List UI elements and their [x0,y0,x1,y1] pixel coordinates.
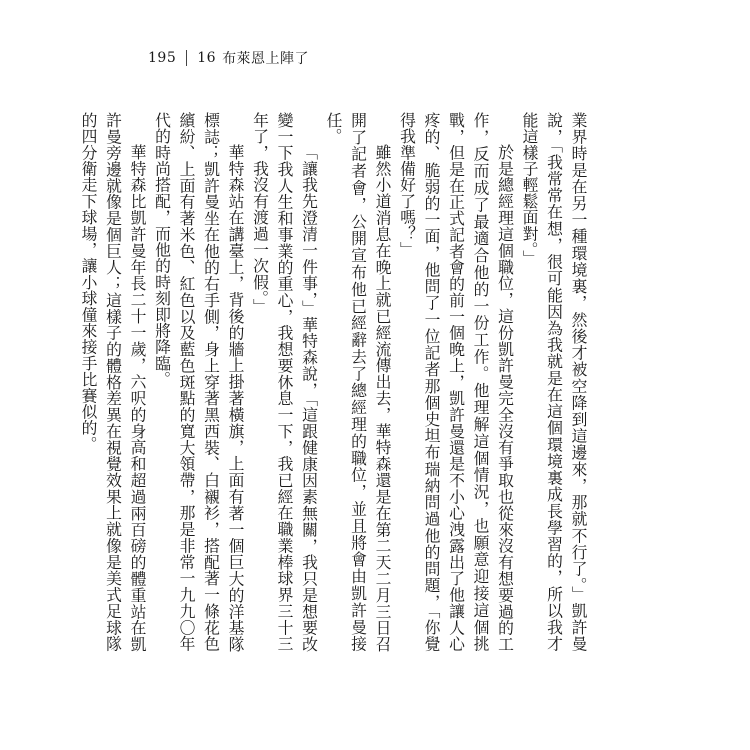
chapter-title: 布萊恩上陣了 [222,51,310,67]
paragraph: 「讓我先澄清一件事，」華特森說，「這跟健康因素無關，我只是想要改變一下我人生和事業的重心，我想要休息一下，我已經在職業棒球界三十三年了，我沒有渡過一次假。」 [250,112,319,652]
paragraph: 華特森比凱許曼年長二十一歲，六呎的身高和超過兩百磅的體重站在凱許曼旁邊就像是個巨人；這樣子的體格差異在視覺效果上就像是美式足球隊的四分衛走下球場，讓小球僮來接手比賽似的。 [79,112,147,652]
running-header [148,46,309,70]
chapter-number: 16 [197,50,217,66]
paragraph: 業界時是在另一種環境裏，然後才被空降到這邊來，那就不行了。」凱許曼說，「我常常在想，很可能因為我就是在這個環境裏成長學習的，所以我才能這樣子輕鬆面對。」 [520,112,588,652]
page-number: 195 [148,50,177,66]
paragraph: 雖然小道消息在晚上就已經流傳出去，華特森還是在第二天二月三日召開了記者會，公開宣布他已經辭去了總經理的職位，並且將會由凱許曼接任。 [324,112,392,652]
body-text [76,112,591,652]
header-divider [186,50,187,66]
paragraph: 華特森站在講臺上，背後的牆上掛著橫旗，上面有著一個巨大的洋基隊標誌；凱許曼坐在他的右手側，身上穿著黑西裝、白襯衫，搭配著一條花色繽紛、上面有著米色、紅色以及藍色斑點的寬大領帶，那是非常一九九〇年代的時尚搭配，而他的時刻即將降臨。 [152,112,245,652]
paragraph: 於是總經理這個職位，這份凱許曼完全沒有爭取也從來沒有想要過的工作，反而成了最適合他的一份工作。他理解這個情況，也願意迎接這個挑戰，但是在正式記者會的前一個晚上，凱許曼還是不小心洩露出了他讓人心疼的、脆弱的一面，他問了一位記者那個史坦布瑞納問過他的問題，「你覺得我準備好了嗎？」 [397,112,515,652]
